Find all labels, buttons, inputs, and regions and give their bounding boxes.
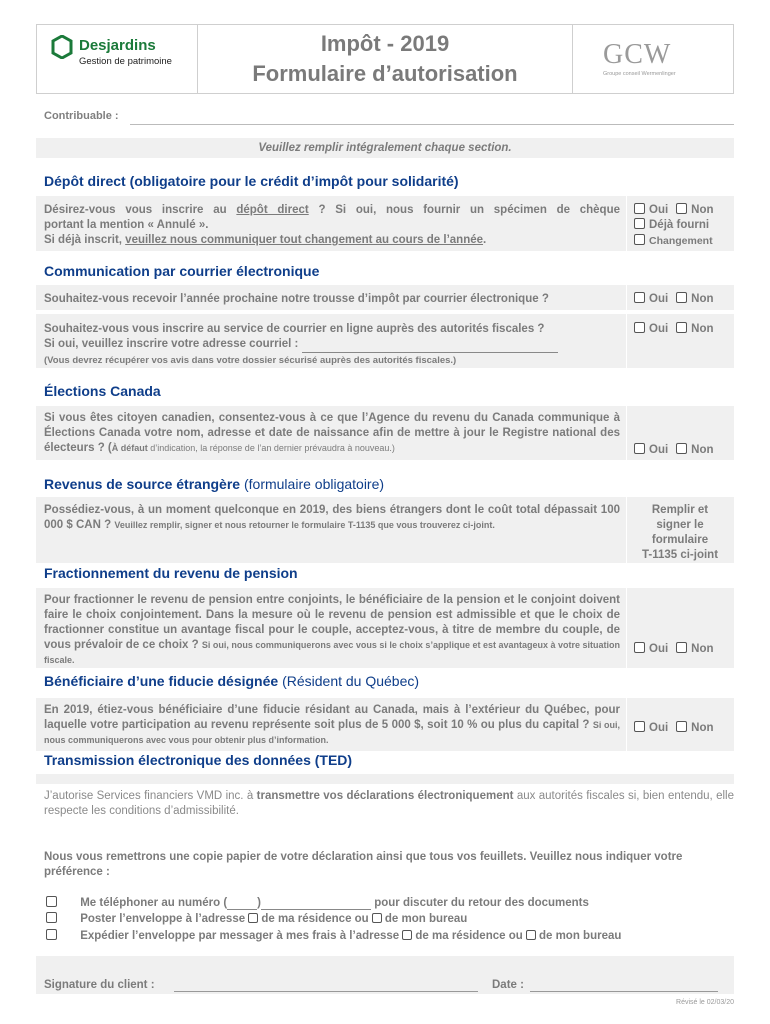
preference-courier: Expédier l’enveloppe par messager à mes frais à l’adresse de ma résidence ou de mon bureau xyxy=(46,929,621,942)
checkbox-courier-residence[interactable] xyxy=(402,930,412,940)
signature-field[interactable] xyxy=(174,991,478,992)
checkbox-non[interactable] xyxy=(676,642,687,653)
title-line-2: Formulaire d’autorisation xyxy=(252,61,518,86)
gcw-logo: GCW xyxy=(603,39,672,70)
direct-deposit-options: Oui Non xyxy=(634,203,714,216)
phone-number-field[interactable] xyxy=(261,897,371,910)
checkbox-oui[interactable] xyxy=(634,322,645,333)
checkbox-deja-fourni[interactable] xyxy=(634,218,645,229)
section-title-direct-deposit: Dépôt direct (obligatoire pour le crédit d’impôt pour solidarité) xyxy=(44,173,459,189)
preference-phone: Me téléphoner au numéro ( ) pour discuter du retour des documents xyxy=(46,896,589,910)
column-divider xyxy=(626,497,627,563)
trust-text: En 2019, étiez-vous bénéficiaire d’une fiducie résidant au Canada, mais à l’extérieur du Québec, pour laquelle votre participation au revenu représente soit plus de 5 000 $, soit 10 % ou plus du capital ? Si oui, nous communiquerons avec vous pour obtenir plus d’information. xyxy=(44,704,620,745)
email-question-1: Souhaitez-vous recevoir l’année prochaine notre trousse d’impôt par courrier électronique ? xyxy=(44,293,549,305)
column-divider xyxy=(626,406,627,460)
checkbox-changement[interactable] xyxy=(634,234,645,245)
foreign-income-instruction: Remplir et signer le formulaire T-1135 ci-joint xyxy=(641,504,719,561)
desjardins-hexagon-icon xyxy=(51,35,73,59)
column-divider xyxy=(626,285,627,368)
checkbox-non[interactable] xyxy=(676,443,687,454)
checkbox-non[interactable] xyxy=(676,203,687,214)
checkbox-non[interactable] xyxy=(676,322,687,333)
column-divider xyxy=(626,588,627,668)
column-divider xyxy=(626,196,627,251)
revision-date: Révisé le 02/03/20 xyxy=(676,999,734,1006)
desjardins-logo-name: Desjardins xyxy=(79,37,156,54)
checkbox-non[interactable] xyxy=(676,721,687,732)
date-label: Date : xyxy=(492,979,524,991)
email-question-2: Souhaitez-vous vous inscrire au service de courrier en ligne auprès des autorités fiscales ? Si oui, veuillez inscrire votre adresse courriel : (Vous devrez récupérer vos avis dans votre dossier sécurisé auprès des autorités fiscales.) xyxy=(44,322,620,368)
pension-text: Pour fractionner le revenu de pension entre conjoints, le bénéficiaire de la pension et le conjoint doivent faire le choix conjointement. Dans la mesure où le revenu de pension est admissible et que le choix de fractionner constitue un avantage fiscal pour le couple, acceptez-vous, à titre de membre du couple, de vous prévaloir de ce choix ? Si oui, nous communiquerons avec vous si le choix s’applique et est avantageux à votre situation fiscale. xyxy=(44,594,620,665)
signature-label: Signature du client : xyxy=(44,979,155,991)
checkbox-oui[interactable] xyxy=(634,203,645,214)
checkbox-oui[interactable] xyxy=(634,443,645,454)
direct-deposit-change-option: Changement xyxy=(634,234,713,247)
instruction-banner: Veuillez remplir intégralement chaque section. xyxy=(36,138,734,158)
gcw-logo-cell xyxy=(572,25,733,93)
phone-area-code-field[interactable] xyxy=(227,897,257,910)
efile-copy-text: Nous vous remettrons une copie papier de votre déclaration ainsi que tous vos feuillets. Veuillez nous indiquer votre préférence : xyxy=(44,851,683,878)
contributor-field[interactable] xyxy=(130,124,734,125)
page-title xyxy=(197,29,573,89)
checkbox-mail-residence[interactable] xyxy=(248,913,258,923)
contributor-label: Contribuable : xyxy=(44,110,119,122)
direct-deposit-text: Désirez-vous vous inscrire au dépôt direct ? Si oui, nous fournir un spécimen de chèque portant la mention « Annulé ». Si déjà inscrit, veuillez nous communiquer tout changement au cours de l’année. xyxy=(44,204,620,246)
checkbox-oui[interactable] xyxy=(634,721,645,732)
section-title-foreign-income: Revenus de source étrangère (formulaire obligatoire) xyxy=(44,476,385,492)
checkbox-phone[interactable] xyxy=(46,896,57,907)
elections-options: Oui Non xyxy=(634,443,714,456)
checkbox-oui[interactable] xyxy=(634,642,645,653)
desjardins-logo-subtitle: Gestion de patrimoine xyxy=(79,56,172,67)
direct-deposit-link: dépôt direct xyxy=(236,204,309,216)
foreign-income-text: Possédiez-vous, à un moment quelconque en 2019, des biens étrangers dont le coût total dépassait 100 000 $ CAN ? Veuillez remplir, signer et nous retourner le formulaire T-1135 que vous trouverez ci-joint. xyxy=(44,504,620,531)
preference-mail: Poster l’enveloppe à l’adresse de ma résidence ou de mon bureau xyxy=(46,912,467,925)
checkbox-courier-office[interactable] xyxy=(526,930,536,940)
desjardins-logo-cell xyxy=(37,25,198,93)
pension-options: Oui Non xyxy=(634,642,714,655)
section-title-efile: Transmission électronique des données (TED) xyxy=(44,752,353,768)
form-header xyxy=(36,24,734,94)
trust-options: Oui Non xyxy=(634,721,714,734)
efile-band-top xyxy=(36,774,734,784)
email-address-field[interactable] xyxy=(302,337,558,353)
section-title-trust: Bénéficiaire d’une fiducie désignée (Résident du Québec) xyxy=(44,673,420,689)
checkbox-non[interactable] xyxy=(676,292,687,303)
elections-text: Si vous êtes citoyen canadien, consentez-vous à ce que l’Agence du revenu du Canada communique à Élections Canada votre nom, adresse et date de naissance afin de mettre à jour le Registre national des électeurs ? (À défaut d’indication, la réponse de l’an dernier prévaudra à nouveau.) xyxy=(44,412,620,454)
section-title-pension: Fractionnement du revenu de pension xyxy=(44,565,298,581)
checkbox-oui[interactable] xyxy=(634,292,645,303)
column-divider xyxy=(626,698,627,751)
checkbox-mail-office[interactable] xyxy=(372,913,382,923)
section-title-elections: Élections Canada xyxy=(44,383,161,399)
checkbox-mail[interactable] xyxy=(46,912,57,923)
checkbox-courier[interactable] xyxy=(46,929,57,940)
gcw-logo-subtitle: Groupe conseil Wermenlinger xyxy=(603,71,676,77)
section-title-email: Communication par courrier électronique xyxy=(44,263,320,279)
efile-authorization-text: J’autorise Services financiers VMD inc. à transmettre vos déclarations électroniquement aux autorités fiscales si, bien entendu, elle respecte les conditions d’admissibilité. xyxy=(44,790,734,817)
email-q1-options: Oui Non xyxy=(634,292,714,305)
date-field[interactable] xyxy=(530,991,718,992)
email-q2-options: Oui Non xyxy=(634,322,714,335)
direct-deposit-already-option: Déjà fourni xyxy=(634,218,709,231)
title-line-1: Impôt - 2019 xyxy=(320,31,450,56)
